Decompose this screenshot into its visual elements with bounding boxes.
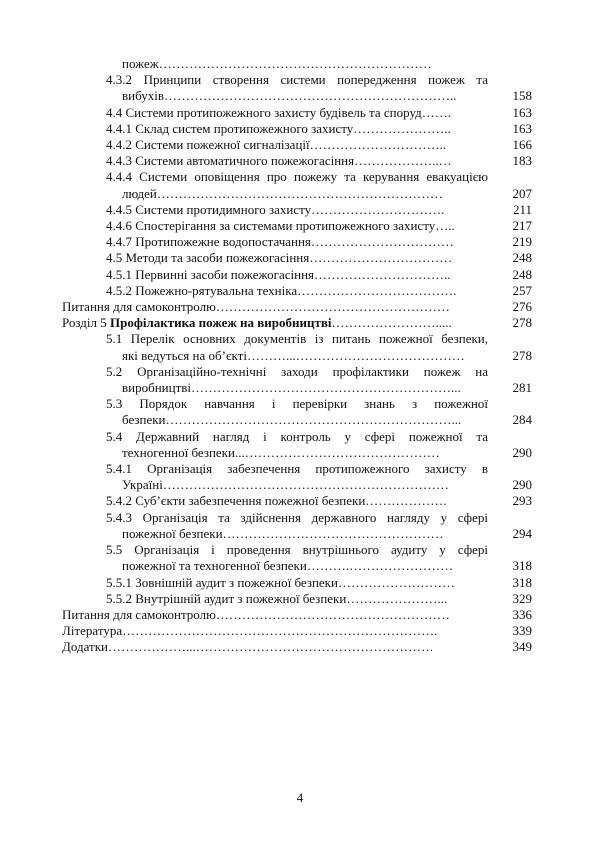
toc-entry-title bbox=[106, 461, 488, 493]
toc-entry-title-line1: 5.4.1 Організація забезпечення протипожежного захисту в bbox=[106, 461, 488, 477]
toc-entry bbox=[62, 429, 540, 461]
toc-entry-title-line1: 5.5 Організація і проведення внутрішнього аудиту у сфері bbox=[106, 542, 488, 558]
toc-entry bbox=[62, 137, 540, 153]
toc-entry-page: 284 bbox=[512, 412, 532, 428]
toc-entry-title bbox=[106, 331, 488, 363]
toc-entry bbox=[62, 315, 540, 331]
toc-entry-title-line1: 5.3 Порядок навчання і перевірки знань з пожежної bbox=[106, 396, 488, 412]
toc-entry bbox=[62, 283, 540, 299]
toc-entry-title-line2: які ведуться на об’єкті………...………………………………… bbox=[122, 347, 465, 363]
toc-entry-title-line1: 5.4.3 Організація та здійснення державного нагляду у сфері bbox=[106, 509, 488, 525]
toc-entry-title: 4.4.2 Системи пожежної сигналізації………………………….. bbox=[106, 137, 447, 153]
toc-entry-title bbox=[106, 510, 488, 542]
toc-entry-page: 248 bbox=[512, 250, 532, 266]
toc-entry-page: 278 bbox=[512, 315, 532, 331]
toc-entry-title: 4.4.3 Системи автоматичного пожежогасіння………………..… bbox=[106, 153, 452, 169]
toc-entry bbox=[62, 121, 540, 137]
toc-entry-leader: ……………………..... bbox=[331, 315, 452, 331]
toc-entry-title bbox=[106, 542, 488, 574]
toc-entry bbox=[62, 105, 540, 121]
toc-entry bbox=[62, 461, 540, 493]
toc-entry-page: 293 bbox=[512, 493, 532, 509]
toc-entry-title-line2: техногенної безпеки...……………………………………… bbox=[122, 444, 440, 460]
toc-entry-title: 5.4.2 Суб’єкти забезпечення пожежної безпеки………………. bbox=[106, 493, 447, 509]
toc-entry bbox=[62, 202, 540, 218]
toc-entry-page: 278 bbox=[512, 347, 532, 363]
toc-entry-page: 207 bbox=[512, 185, 532, 201]
toc-entry-title: 4.4.6 Спостерігання за системами протипожежного захисту….. bbox=[106, 218, 455, 234]
toc-entry-title bbox=[62, 315, 452, 330]
toc-entry-title bbox=[106, 364, 488, 396]
toc-entry bbox=[62, 299, 540, 315]
toc-entry-title: 4.5.1 Первинні засоби пожежогасіння………………………….. bbox=[106, 266, 451, 282]
toc-entry-title: 4.5.2 Пожежно-рятувальна техніка………………………………. bbox=[106, 282, 457, 298]
toc-entry-page: 183 bbox=[512, 153, 532, 169]
toc-entry-page: 211 bbox=[512, 201, 532, 217]
toc-entry-page: 257 bbox=[512, 282, 532, 298]
toc-entry-title bbox=[106, 56, 488, 72]
toc-entry-page: 339 bbox=[512, 623, 532, 639]
toc-entry-title: 5.5.2 Внутрішній аудит з пожежної безпеки…………………... bbox=[106, 590, 448, 606]
toc-entry bbox=[62, 250, 540, 266]
toc-entry-title: 4.4 Системи протипожежного захисту будівель та споруд……. bbox=[106, 104, 451, 120]
toc-entry-title: Додатки………………...………………………………………………. bbox=[62, 639, 433, 655]
toc-entry-title: 4.4.7 Протипожежне водопостачання…………………………… bbox=[106, 234, 454, 250]
toc-entry-page: 318 bbox=[512, 558, 532, 574]
toc-entry bbox=[62, 623, 540, 639]
toc-entry bbox=[62, 591, 540, 607]
toc-entry-title: 4.4.5 Системи протидимного захисту…………………………. bbox=[106, 201, 445, 217]
toc-entry bbox=[62, 396, 540, 428]
toc-entry-page: 329 bbox=[512, 590, 532, 606]
toc-entry-title: Питання для самоконтролю……………………………………………… bbox=[62, 299, 450, 315]
toc-entry-page: 290 bbox=[512, 444, 532, 460]
toc-entry bbox=[62, 493, 540, 509]
table-of-contents bbox=[62, 56, 540, 656]
toc-entry bbox=[62, 364, 540, 396]
toc-entry-title-line1: 5.2 Організаційно-технічні заходи профілактики пожеж на bbox=[106, 363, 488, 379]
toc-entry bbox=[62, 234, 540, 250]
toc-entry-title-line2: безпеки…………………………………………………………... bbox=[122, 412, 462, 428]
toc-entry bbox=[62, 331, 540, 363]
toc-entry-title bbox=[106, 396, 488, 428]
toc-entry-page: 219 bbox=[512, 234, 532, 250]
toc-entry-title: Питання для самоконтролю……………………………………………… bbox=[62, 606, 450, 622]
toc-entry-page: 290 bbox=[512, 477, 532, 493]
toc-entry-title-line1: 5.4 Державний нагляд і контроль у сфері пожежної та bbox=[106, 428, 488, 444]
toc-entry-title-line2: виробництві……………………………………………………... bbox=[122, 380, 461, 396]
toc-entry-title-line1: 4.3.2 Принципи створення системи попередження пожеж та bbox=[106, 72, 488, 88]
toc-entry-title bbox=[106, 429, 488, 461]
toc-entry-page: 217 bbox=[512, 218, 532, 234]
toc-entry-title-continued: пожеж……………………………………………………… bbox=[122, 56, 432, 71]
toc-entry-page: 294 bbox=[512, 525, 532, 541]
toc-entry bbox=[62, 607, 540, 623]
toc-entry bbox=[62, 218, 540, 234]
toc-entry-page: 281 bbox=[512, 380, 532, 396]
toc-entry-page: 349 bbox=[512, 639, 532, 655]
toc-entry-page: 336 bbox=[512, 606, 532, 622]
toc-entry-bold-title: Профілактика пожеж на виробництві bbox=[110, 315, 332, 331]
toc-entry bbox=[62, 56, 540, 72]
toc-entry-title-line2: вибухів………………………………………………………….. bbox=[122, 88, 457, 104]
toc-entry bbox=[62, 169, 540, 201]
toc-entry bbox=[62, 510, 540, 542]
toc-entry-page: 163 bbox=[512, 104, 532, 120]
toc-entry-title bbox=[106, 169, 488, 201]
toc-entry-title: Література………………………………………………………………. bbox=[62, 623, 438, 639]
toc-entry-page: 158 bbox=[512, 88, 532, 104]
toc-entry-prefix: Розділ 5 bbox=[62, 315, 111, 331]
toc-entry-page: 248 bbox=[512, 266, 532, 282]
toc-entry-title-line1: 4.4.4 Системи оповіщення про пожежу та керування евакуацією bbox=[106, 169, 488, 185]
toc-entry-title-line1: 5.1 Перелік основних документів із питань пожежної безпеки, bbox=[106, 331, 488, 347]
toc-entry-title-line2: пожежної безпеки…………………………………………… bbox=[122, 525, 444, 541]
toc-entry bbox=[62, 542, 540, 574]
toc-entry-title: 4.4.1 Склад систем протипожежного захисту………………….. bbox=[106, 120, 451, 136]
toc-entry bbox=[62, 153, 540, 169]
toc-entry-title-line2: Україні………………………………………………………… bbox=[122, 477, 449, 493]
toc-entry bbox=[62, 575, 540, 591]
toc-entry-title-line2: людей………………………………………………………… bbox=[122, 185, 443, 201]
toc-entry-page: 163 bbox=[512, 120, 532, 136]
page-number: 4 bbox=[296, 790, 304, 805]
toc-entry-title: 4.5 Методи та засоби пожежогасіння…………………………… bbox=[106, 250, 453, 266]
toc-entry-page: 166 bbox=[512, 137, 532, 153]
toc-entry-title: 5.5.1 Зовнішній аудит з пожежної безпеки……………………… bbox=[106, 574, 455, 590]
toc-entry-title bbox=[106, 72, 488, 104]
toc-entry-page: 276 bbox=[512, 299, 532, 315]
toc-entry bbox=[62, 267, 540, 283]
toc-entry bbox=[62, 72, 540, 104]
toc-entry bbox=[62, 639, 540, 655]
toc-entry-page: 318 bbox=[512, 574, 532, 590]
toc-entry-title-line2: пожежної та техногенної безпеки……….…………………… bbox=[122, 558, 454, 574]
